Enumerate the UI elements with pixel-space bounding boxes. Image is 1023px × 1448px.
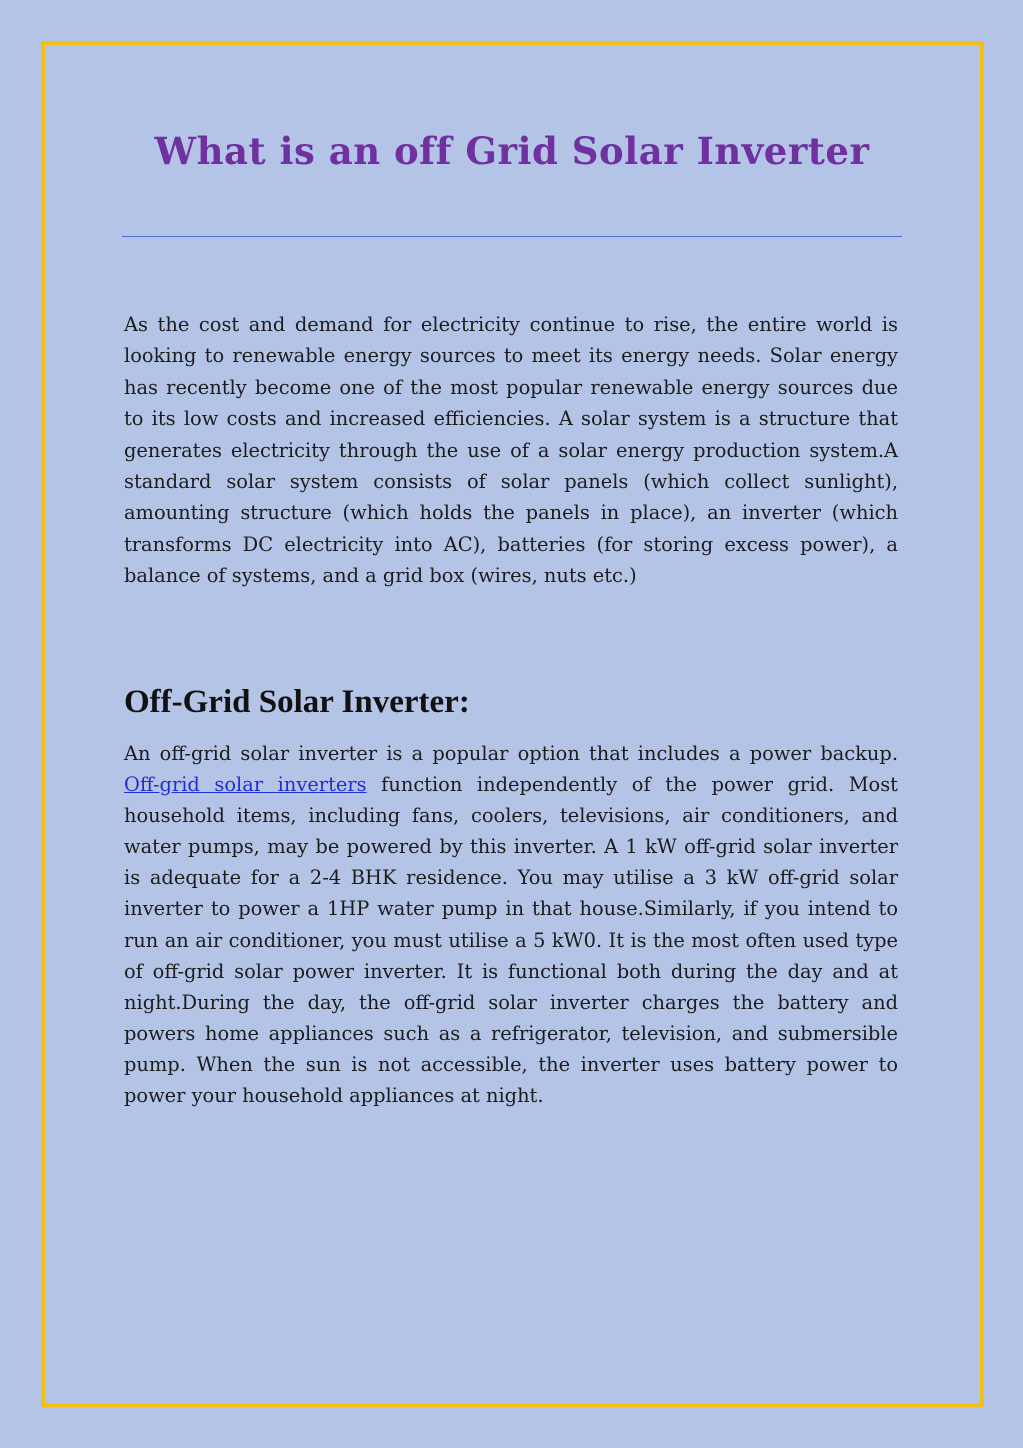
- section-heading: Off-Grid Solar Inverter:: [124, 684, 470, 720]
- paragraph-text-before-link: An off-grid solar inverter is a popular option that includes a power backup.: [124, 742, 898, 765]
- page-border-frame: [41, 41, 984, 1407]
- paragraph-text-after-link: function independently of the power grid. Most household items, including fans, coolers, televisions, air conditioners, and water pumps, may be powered by this inverter. A 1 kW off-grid solar inverter is adequate for a 2-4 BHK residence. You may utilise a 3 kW off-grid solar inverter to power a 1HP water pump in that house.Similarly, if you intend to run an air conditioner, you must utilise a 5 kW0. It is the most often used type of off-grid solar power inverter. It is functional both during the day and at night.During the day, the off-grid solar inverter charges the battery and powers home appliances such as a refrigerator, television, and submersible pump. When the sun is not accessible, the inverter uses battery power to power your household appliances at night.: [124, 773, 898, 1108]
- page-title: What is an off Grid Solar Inverter: [154, 129, 870, 173]
- title-underline-divider: [122, 236, 902, 237]
- intro-paragraph: As the cost and demand for electricity continue to rise, the entire world is looking to renewable energy sources to meet its energy needs. Solar energy has recently become one of the most popular renewable energy sources due to its low costs and increased efficiencies. A solar system is a structure that generates electricity through the use of a solar energy production system.A standard solar system consists of solar panels (which collect sunlight), amounting structure (which holds the panels in place), an inverter (which transforms DC electricity into AC), batteries (for storing excess power), a balance of systems, and a grid box (wires, nuts etc.): [124, 313, 898, 588]
- section-paragraph: [124, 738, 898, 1111]
- off-grid-inverters-link[interactable]: Off-grid solar inverters: [124, 773, 367, 797]
